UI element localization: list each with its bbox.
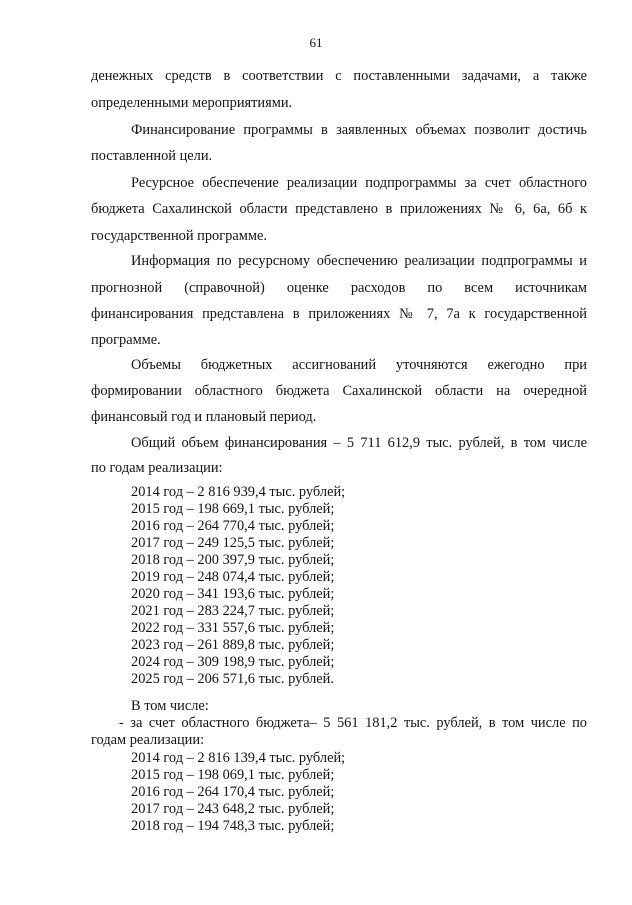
year-amount-item: 2021 год – 283 224,7 тыс. рублей; bbox=[131, 603, 335, 619]
year-amount-item: 2014 год – 2 816 939,4 тыс. рублей; bbox=[131, 484, 346, 500]
paragraph-line: Общий объем финансирования – 5 711 612,9 тыс. рублей, в том числе bbox=[131, 435, 587, 451]
paragraph-line: Объемы бюджетных ассигнований уточняются ежегодно при bbox=[131, 357, 587, 373]
paragraph-line: поставленной цели. bbox=[91, 148, 213, 164]
year-amount-item: 2018 год – 194 748,3 тыс. рублей; bbox=[131, 818, 335, 834]
page-number: 61 bbox=[309, 35, 323, 50]
year-amount-item: 2015 год – 198 669,1 тыс. рублей; bbox=[131, 501, 335, 517]
year-amount-item: 2019 год – 248 074,4 тыс. рублей; bbox=[131, 569, 335, 585]
year-amount-item: 2017 год – 243 648,2 тыс. рублей; bbox=[131, 801, 335, 817]
paragraph-line: финансовый год и плановый период. bbox=[91, 409, 317, 425]
regional-budget-line: годам реализации: bbox=[91, 732, 205, 748]
regional-budget-line: - за счет областного бюджета– 5 561 181,2 тыс. рублей, в том числе по bbox=[119, 715, 587, 731]
paragraph-line: Информация по ресурсному обеспечению реализации подпрограммы и bbox=[131, 253, 587, 269]
year-amount-item: 2016 год – 264 770,4 тыс. рублей; bbox=[131, 518, 335, 534]
paragraph-line: программе. bbox=[91, 332, 161, 348]
paragraph-line: Ресурсное обеспечение реализации подпрограммы за счет областного bbox=[131, 175, 587, 191]
year-amount-item: 2015 год – 198 069,1 тыс. рублей; bbox=[131, 767, 335, 783]
paragraph-line: государственной программе. bbox=[91, 228, 267, 244]
year-amount-item: 2017 год – 249 125,5 тыс. рублей; bbox=[131, 535, 335, 551]
year-amount-item: 2020 год – 341 193,6 тыс. рублей; bbox=[131, 586, 335, 602]
year-amount-item: 2014 год – 2 816 139,4 тыс. рублей; bbox=[131, 750, 346, 766]
year-amount-item: 2023 год – 261 889,8 тыс. рублей; bbox=[131, 637, 335, 653]
paragraph-line: определенными мероприятиями. bbox=[91, 95, 293, 111]
year-amount-item: 2018 год – 200 397,9 тыс. рублей; bbox=[131, 552, 335, 568]
paragraph-line: формировании областного бюджета Сахалинской области на очередной bbox=[91, 383, 587, 399]
paragraph-line: финансирования представлена в приложениях № 7, 7а к государственной bbox=[91, 306, 587, 322]
year-amount-item: 2024 год – 309 198,9 тыс. рублей; bbox=[131, 654, 335, 670]
including-label: В том числе: bbox=[131, 698, 209, 714]
paragraph-line: по годам реализации: bbox=[91, 460, 223, 476]
year-amount-item: 2016 год – 264 170,4 тыс. рублей; bbox=[131, 784, 335, 800]
year-amount-item: 2022 год – 331 557,6 тыс. рублей; bbox=[131, 620, 335, 636]
paragraph-line: Финансирование программы в заявленных объемах позволит достичь bbox=[131, 122, 587, 138]
paragraph-line: денежных средств в соответствии с поставленными задачами, а также bbox=[91, 68, 587, 84]
year-amount-item: 2025 год – 206 571,6 тыс. рублей. bbox=[131, 671, 334, 687]
paragraph-line: бюджета Сахалинской области представлено в приложениях № 6, 6а, 6б к bbox=[91, 201, 587, 217]
paragraph-line: прогнозной (справочной) оценке расходов по всем источникам bbox=[91, 280, 587, 296]
